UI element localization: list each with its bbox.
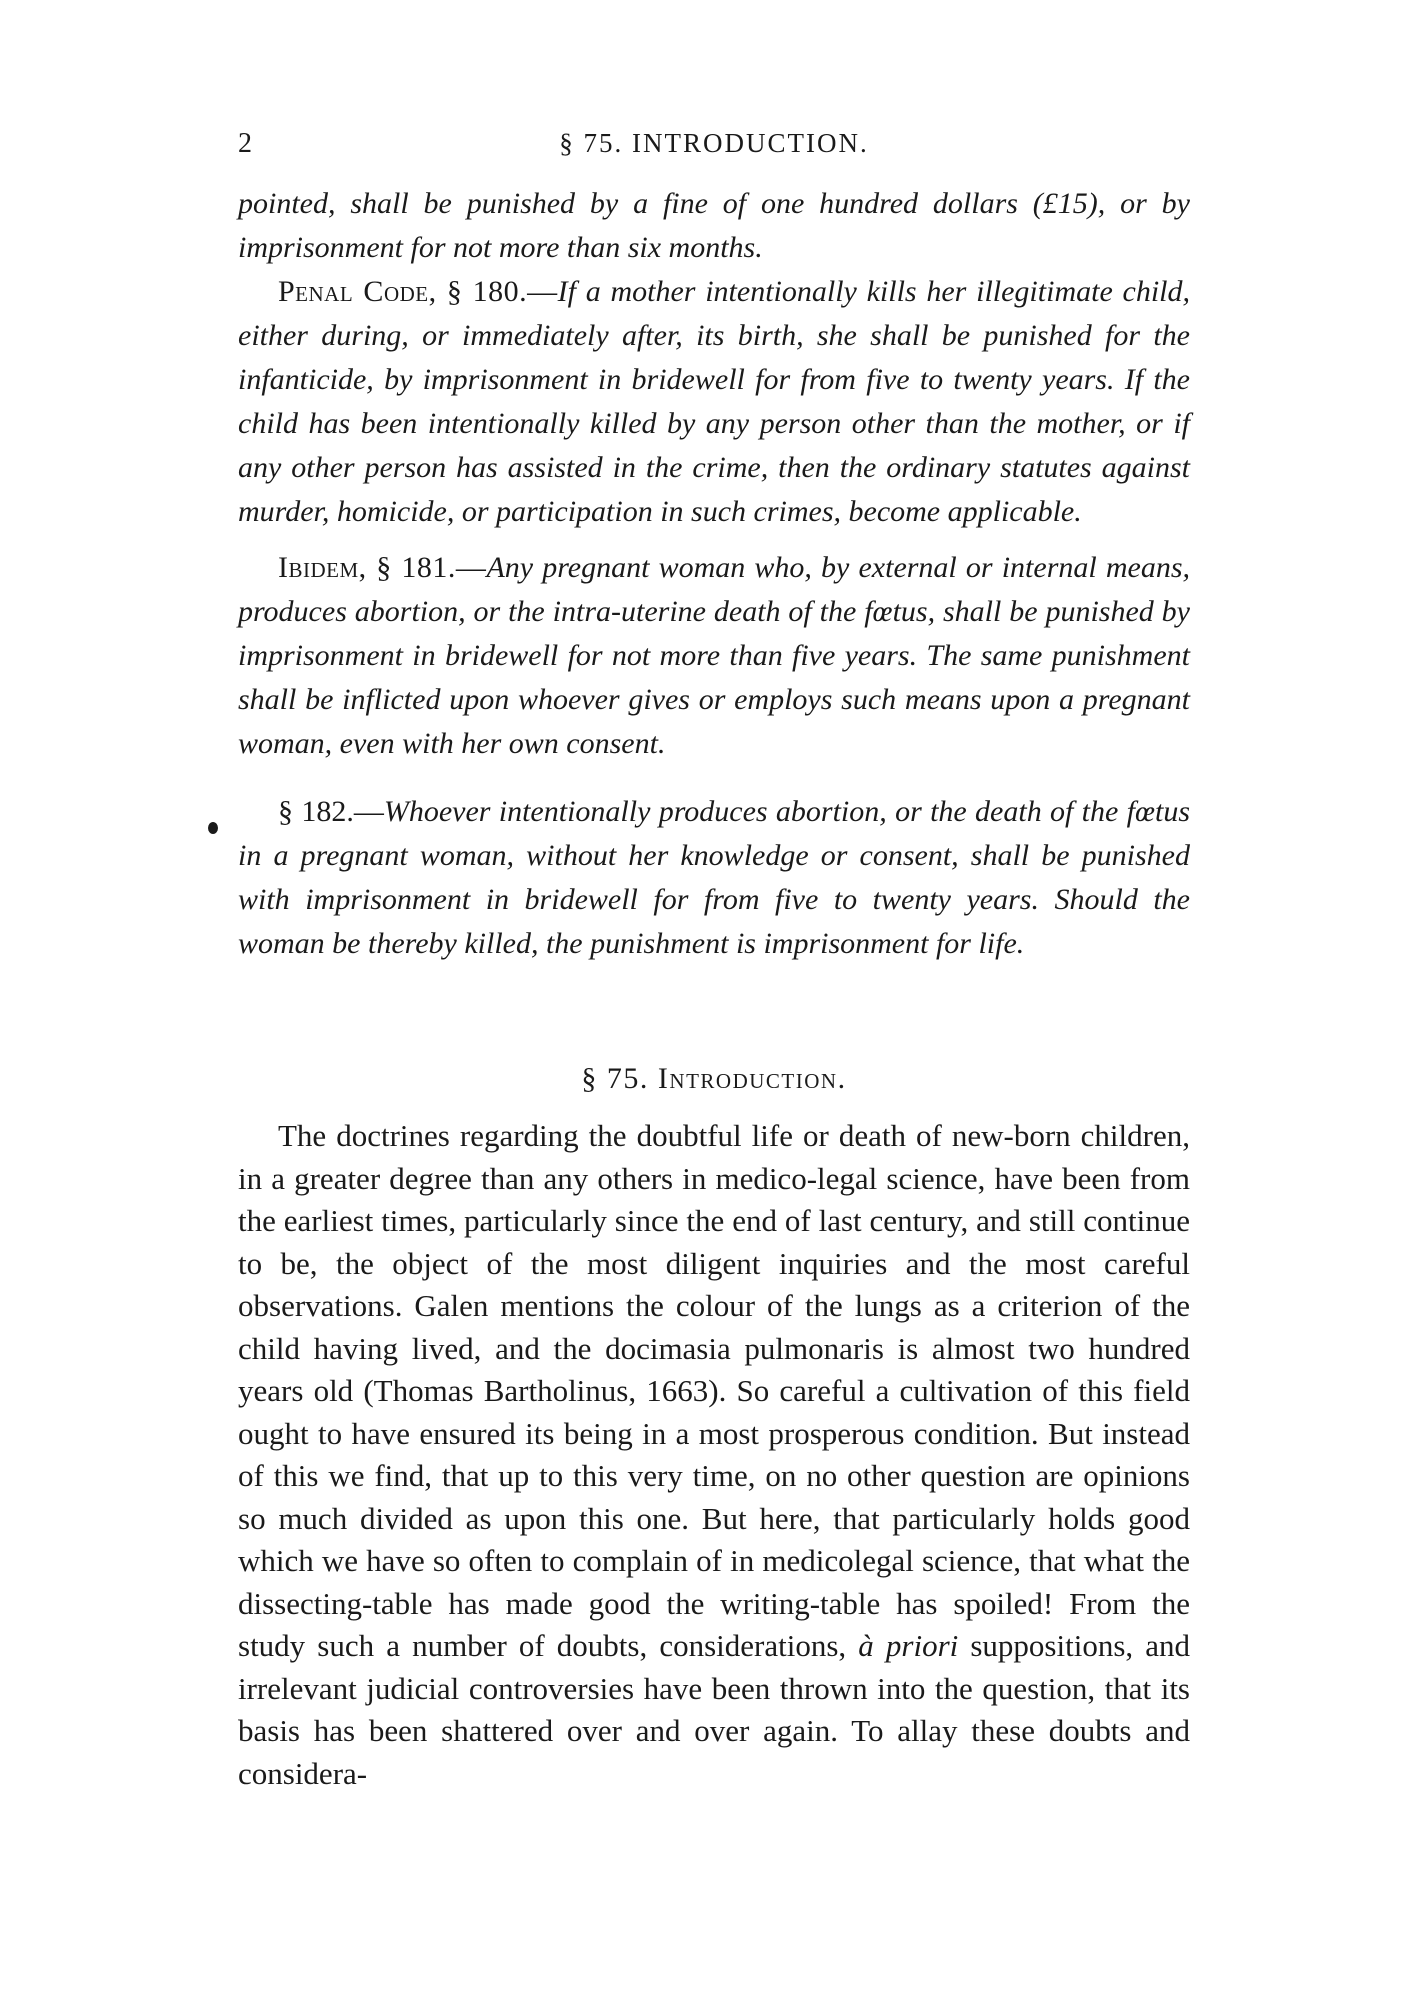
statute-section-181 bbox=[238, 546, 1190, 766]
introduction-text-part2: suppositions, and irrelevant judicial controversies have been thrown into the question, that its basis has been shattered over and over again. To allay these doubts and considera- bbox=[238, 1628, 1191, 1791]
statute-180-text: If a mother intentionally kills her illegitimate child, either during, or immediately after, its birth, she shall be punished for the infanticide, by imprisonment in bridewell for from five to twenty years. If the child has been intentionally killed by any person other than the mother, or if any other person has assisted in the crime, then the ordinary statutes against murder, homicide, or participation in such crimes, become applicable. bbox=[238, 275, 1190, 528]
statute-section-180 bbox=[238, 270, 1190, 534]
section-heading bbox=[238, 1062, 1190, 1096]
statute-181-lead: Ibidem, § 181.— bbox=[278, 551, 487, 584]
statute-180-lead: Penal Code, § 180.— bbox=[278, 275, 558, 308]
section-title: Introduction. bbox=[657, 1062, 847, 1095]
introduction-paragraph bbox=[238, 1115, 1190, 1795]
running-title: § 75. INTRODUCTION. bbox=[559, 128, 869, 158]
statute-182-lead: § 182.— bbox=[278, 795, 384, 828]
statute-181-text: Any pregnant woman who, by external or internal means, produces abortion, or the intra-uterine death of the fœtus, shall be punished by imprisonment in bridewell for not more than five years. The same punishment shall be inflicted upon whoever gives or employs such means upon a pregnant woman, even with her own consent. bbox=[238, 551, 1191, 760]
page-number: 2 bbox=[238, 128, 253, 159]
introduction-text-part1: The doctrines regarding the doubtful life or death of new-born children, in a greater degree than any others in medico-legal science, have been from the earliest times, particularly since the end of last century, and still continue to be, the object of the most diligent inquiries and the most careful observations. Galen mentions the colour of the lungs as a criterion of the child having lived, and the docimasia pulmonaris is almost two hundred years old (Thomas Bartholinus, 1663). So careful a cultivation of this field ought to have ensured its being in a most prosperous condition. But instead of this we find, that up to this very time, on no other question are opinions so much divided as upon this one. But here, that particularly holds good which we have so often to complain of in medicolegal science, that what the dissecting-table has made good the writing-table has spoiled! From the study such a number of doubts, considerations, bbox=[238, 1118, 1190, 1663]
margin-dot-mark bbox=[208, 822, 218, 834]
introduction-a-priori: à priori bbox=[858, 1628, 959, 1663]
statute-182-text: Whoever intentionally produces abortion, or the death of the fœtus in a pregnant woman, without her knowledge or consent, shall be punished with imprisonment in bridewell for from five to twenty years. Should the woman be thereby killed, the punishment is imprisonment for life. bbox=[238, 795, 1191, 960]
statute-continuation-text: pointed, shall be punished by a fine of one hundred dollars (£15), or by imprisonment for not more than six months. bbox=[238, 187, 1190, 264]
running-head bbox=[238, 128, 1190, 168]
statute-section-182 bbox=[238, 790, 1190, 966]
section-number: § 75. bbox=[581, 1062, 649, 1095]
statute-continuation bbox=[238, 182, 1190, 270]
